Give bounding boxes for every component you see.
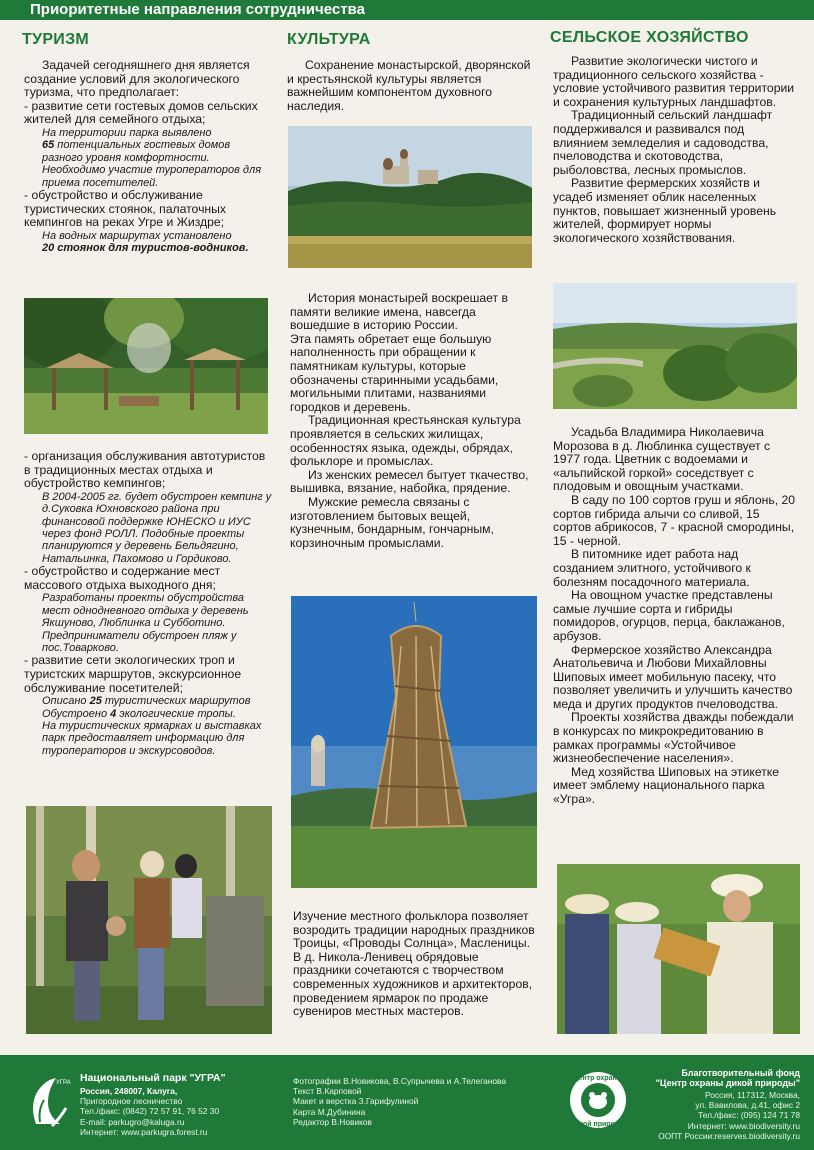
agri-p7: На овощном участке представлены самые лучшие сорта и гибриды помидоров, огурцов, перца, баклажанов, арбузов. [553,588,785,643]
tourism-p1: Задачей сегодняшнего дня является создание условий для экологического туризма, что предполагает: [24,58,250,100]
tourism-note-1a: На территории парка выявлено [42,126,212,139]
agri-heading: СЕЛЬСКОЕ ХОЗЯЙСТВО [550,29,749,46]
emblem-text-top: Центр охраны [573,1075,623,1082]
photo-wicker-tower [291,596,537,888]
tourism-p5: - обустройство и содержание мест массового отдыха выходного дня; [24,564,221,592]
tourism-note-5f: экологические тропы. [116,707,236,720]
fund-addr2: ул. Вавилова, д.41, офис 2 [695,1100,800,1111]
agri-p1: Развитие экологически чистого и традиционного сельского хозяйства - условие устойчивого развития территории и сохранения культурных ландшафтов. [553,54,795,109]
culture-text-3 [293,910,539,1019]
footer-credits [293,1076,543,1127]
tourism-note-3: В 2004-2005 гг. будет обустроен кемпинг у д.Суковка Юхновского района при финансовой поддержке ЮНЕСКО и ИУС через фонд РОЛЛ. Подобные проекты планируются у деревень Бельдягино, Натальинка, Пахомово и Гордиково. [42,490,272,565]
tourism-note-1-number: 65 [42,139,55,152]
fund-addr1: Россия, 117312, Москва, [704,1090,800,1100]
tourism-p6: - развитие сети экологических троп и туристских маршрутов, экскурсионное обслуживание посетителей; [24,653,242,695]
tourism-p3: - обустройство и обслуживание туристических стоянок, палаточных кемпингов на реках Угре и Жиздре; [24,188,227,230]
ugra-logo [26,1072,72,1132]
footer-credit-3: Макет и верстка З.Гарифулиной [293,1096,419,1107]
tourism-text-2 [24,450,272,757]
agri-p9: Проекты хозяйства дважды побеждали в конкурсах по микрокредитованию в рамках программы «Устойчивое жизнеобеспечение населения». [553,710,794,766]
tourism-note-5d: Обустроено [42,707,111,720]
culture-p3: Эта память обретает еще большую наполненность при обращении к памятникам культуры, которые обозначены старинными усадьбами, могильными плитами, названиями городков и деревень. [290,331,499,414]
fund-name: "Центр охраны дикой природы" [655,1078,800,1088]
tourism-note-1 [24,127,268,189]
fund-oopt[interactable]: ООПТ России:reserves.biodiversity.ru [658,1130,800,1141]
tourism-p4: - организация обслуживания автотуристов в традиционных местах отдыха и обустройство кемпингов; [24,449,266,491]
agri-text-2 [553,426,799,807]
culture-p2: История монастырей воскрешает в памяти великие имена, навсегда вошедшие в историю России. [290,291,508,333]
tourism-note-2 [24,230,268,255]
footer-email[interactable]: E-mail: parkugro@kaluga.ru [80,1116,185,1127]
culture-heading: КУЛЬТУРА [287,31,371,48]
culture-p7: Изучение местного фольклора позволяет возродить традиции народных праздников Троицы, «Проводы Солнца», Масленицы. [293,909,535,951]
tourism-note-2a: На водных маршрутах установлено [42,229,232,242]
fund-contacts [640,1090,800,1141]
culture-p1: Сохранение монастырской, дворянской и крестьянской культуры является важнейшим компонентом духовного наследия. [287,58,531,113]
culture-p8: В д. Никола-Ленивец обрядовые праздники сочетаются с творчеством современных художников и архитекторов, проведением ярмарок по продаже сувениров местных мастеров. [293,949,533,1019]
photo-monastery [288,126,532,268]
tourism-note-5c: туристических маршрутов [101,695,251,708]
tourism-heading: ТУРИЗМ [22,31,90,48]
culture-p5: Из женских ремесел бытует ткачество, вышивка, вязание, набойка, прядение. [290,467,529,496]
footer-web[interactable]: Интернет: www.parkugra.forest.ru [80,1126,208,1137]
tourism-note-1c: потенциальных гостевых домов разного уровня комфортности. Необходимо участие туроператоров для приема посетителей. [42,139,262,189]
tourism-note-5g: На туристических ярмарках и выставках парк предоставляет информацию для туроператоров и экскурсоводов. [42,720,262,757]
wildlife-center-emblem [556,1068,640,1132]
footer-credit-4: Карта М.Дубинина [293,1106,366,1117]
agri-p3: Развитие фермерских хозяйств и усадеб изменяет облик населенных пунктов, повышает жизненный уровень жителей, формирует нормы экологического хозяйствования. [553,176,777,245]
ugra-logo-text: УГРА [56,1080,71,1086]
footer-contacts [80,1086,260,1137]
footer-phone: Тел./факс: (0842) 72 57 91, 76 52 30 [80,1106,220,1117]
agri-p5: В саду по 100 сортов груш и яблонь, 20 сортов гибрида алычи со сливой, 15 сортов абрикосов, 7 - красной смородины, 15 - черной. [553,492,796,548]
agri-p6: В питомнике идет работа над созданием элитного, устойчивого к болезням посадочного материала. [553,547,751,589]
agri-p2: Традиционный сельский ландшафт поддерживался и развивался под влиянием земледелия и садоводства, пчеловодства и скотоводства, рыболовства, лесных промыслов. [553,108,773,177]
culture-p4: Традиционная крестьянская культура проявляется в сельских жилищах, особенностях языка, одежды, обрядах, фольклоре и промыслах. [290,413,521,469]
tourism-p2: - развитие сети гостевых домов сельских жителей для семейного отдыха; [24,98,258,127]
tourism-note-5 [24,695,272,757]
footer-credit-1: Фотографии В.Новикова, В.Супрычева и А.Телеганова [293,1076,507,1086]
culture-text-1 [287,59,533,113]
emblem-text-bottom: дикой природы [570,1121,626,1128]
fund-title [650,1068,800,1088]
tourism-note-4: Разработаны проекты обустройства мест однодневного отдыха у деревень Якшуново, Люблинка и Субботино. Предприниматели обустроен пляж у пос.Товарково. [42,592,249,655]
photo-excursion-group [26,806,272,1034]
agri-p8: Фермерское хозяйство Александра Анатольевича и Любови Михайловны Шиповых имеет мобильную пасеку, что позволяет увеличить и улучшить качество меда и других продуктов пчеловодства. [553,642,793,711]
footer-credit-2: Текст В.Карповой [293,1086,362,1097]
agri-p10: Мед хозяйства Шиповых на этикетке имеет эмблему национального парка «Угра». [553,764,780,807]
fund-label: Благотворительный фонд [681,1068,800,1078]
tourism-note-2b: 20 стоянок для туристов-водников. [42,242,249,255]
footer-addr1: Россия, 248007, Калуга, [80,1086,178,1096]
agri-p4: Усадьба Владимира Николаевича Морозова в д. Люблинка существует с 1977 года. Цветник с водоемами и «альпийской горкой» соседствует с плодовым и овощным участками. [553,425,771,494]
banner-title: Приоритетные направления сотрудничества [30,1,365,18]
tourism-note-5a: Описано [42,695,90,708]
culture-p6: Мужские ремесла связаны с изготовлением бытовых вещей, кузнечным, бондарным, гончарным, корзиночным промыслами. [290,494,494,550]
photo-campsite-gazebos [24,298,268,434]
tourism-text-1 [24,59,268,255]
tourism-note-5b: 25 [89,695,102,708]
culture-text-2 [290,292,536,550]
footer-org-name: Национальный парк "УГРА" [80,1072,226,1084]
agri-text-1 [553,55,798,245]
photo-beekeepers [557,864,800,1034]
footer-credit-5: Редактор В.Новиков [293,1116,372,1127]
tourism-note-5e: 4 [110,707,117,720]
photo-rural-landscape [553,283,797,409]
footer-addr2: Пригородное лесничество [80,1096,183,1107]
fund-web[interactable]: Интернет: www.biodiversity.ru [687,1120,800,1131]
fund-phone: Тел./факс: (095) 124 71 78 [698,1110,800,1121]
